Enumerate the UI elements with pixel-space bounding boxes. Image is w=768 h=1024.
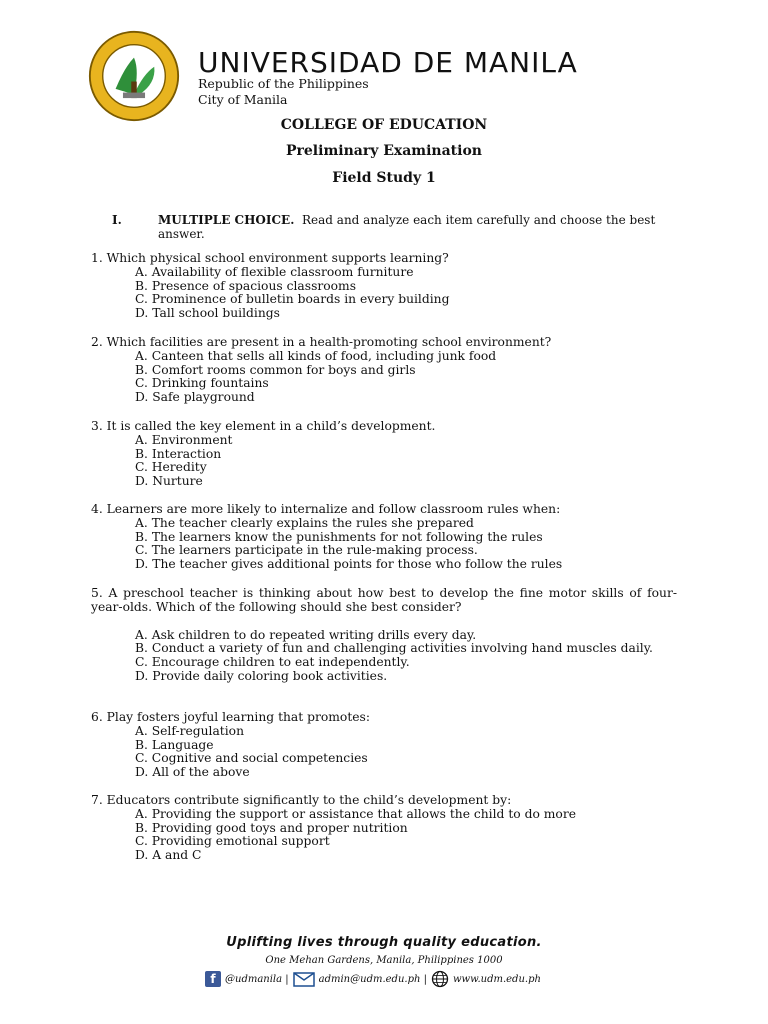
option-a: A. Providing the support or assistance that allows the child to do more [135, 806, 576, 821]
option-c: C. The learners participate in the rule-making process. [135, 543, 478, 558]
option-b: B. Comfort rooms common for boys and girls [135, 362, 416, 377]
question-5 [91, 587, 677, 684]
option-c: C. Drinking fountains [135, 376, 269, 391]
question-3 [91, 420, 677, 489]
option-b: B. Interaction [135, 446, 222, 461]
option-b: B. Providing good toys and proper nutrition [135, 820, 408, 835]
option-c: C. Heredity [135, 460, 207, 475]
section-title: MULTIPLE CHOICE. [158, 213, 295, 227]
footer-contacts [205, 970, 541, 988]
question-4 [91, 503, 677, 572]
question-stem: 1. Which physical school environment supports learning? [91, 251, 449, 265]
question-stem: 2. Which facilities are present in a health-promoting school environment? [91, 335, 552, 349]
facebook-icon: f [205, 971, 221, 987]
option-c: C. Cognitive and social competencies [135, 751, 368, 766]
university-name: UNIVERSIDAD DE MANILA [198, 46, 578, 79]
college-title: COLLEGE OF EDUCATION [280, 117, 488, 133]
section-instructions: Read and analyze each item carefully and choose the best answer. [158, 213, 656, 241]
facebook-handle[interactable]: @udmanila | [225, 973, 289, 985]
question-6 [91, 711, 677, 780]
option-d: D. Tall school buildings [135, 306, 280, 321]
option-b: B. Conduct a variety of fun and challenging activities involving hand muscles daily. [135, 641, 653, 656]
option-a: A. The teacher clearly explains the rules she prepared [135, 515, 474, 530]
option-a: A. Canteen that sells all kinds of food, including junk food [135, 348, 497, 363]
option-d: D. All of the above [135, 765, 250, 780]
section-number: I. [112, 213, 122, 227]
option-b: B. Language [135, 737, 214, 752]
footer-address: One Mehan Gardens, Manila, Philippines 1000 [265, 955, 503, 966]
option-a: A. Self-regulation [135, 723, 245, 738]
email-address[interactable]: admin@udm.edu.ph | [318, 973, 427, 985]
subject-title: Field Study 1 [332, 170, 436, 186]
option-b: B. The learners know the punishments for not following the rules [135, 529, 543, 544]
question-1 [91, 252, 677, 321]
city-line: City of Manila [198, 92, 288, 107]
option-c: C. Providing emotional support [135, 834, 330, 849]
website-url[interactable]: www.udm.edu.ph [452, 973, 541, 985]
question-stem: 6. Play fosters joyful learning that promotes: [91, 710, 370, 724]
letterhead [88, 30, 688, 120]
option-d: D. Safe playground [135, 390, 255, 405]
option-d: D. The teacher gives additional points for those who follow the rules [135, 557, 563, 572]
globe-icon [431, 970, 449, 988]
option-c: C. Encourage children to eat independently. [135, 655, 410, 670]
option-a: A. Availability of flexible classroom furniture [135, 264, 414, 279]
option-d: D. Nurture [135, 474, 203, 489]
email-icon [293, 972, 315, 987]
university-seal-logo [88, 30, 180, 122]
section-instructions-block [158, 213, 678, 241]
question-stem: 4. Learners are more likely to internalize and follow classroom rules when: [91, 502, 561, 516]
question-2 [91, 336, 677, 405]
option-c: C. Prominence of bulletin boards in every building [135, 292, 450, 307]
option-d: D. A and C [135, 848, 202, 863]
question-stem: 7. Educators contribute significantly to the child’s development by: [91, 793, 512, 807]
option-d: D. Provide daily coloring book activities. [135, 668, 388, 683]
question-stem: 3. It is called the key element in a child’s development. [91, 419, 436, 433]
option-a: A. Environment [135, 432, 233, 447]
option-a: A. Ask children to do repeated writing drills every day. [135, 627, 477, 642]
question-stem: 5. A preschool teacher is thinking about how best to develop the fine motor skills of four-year-olds. Which of the following should she best consider? [91, 586, 677, 614]
question-7 [91, 794, 677, 863]
footer-tagline: Uplifting lives through quality education. [226, 935, 542, 950]
republic-line: Republic of the Philippines [198, 76, 369, 91]
exam-title: Preliminary Examination [286, 143, 482, 159]
option-b: B. Presence of spacious classrooms [135, 278, 357, 293]
spacer [91, 615, 677, 629]
